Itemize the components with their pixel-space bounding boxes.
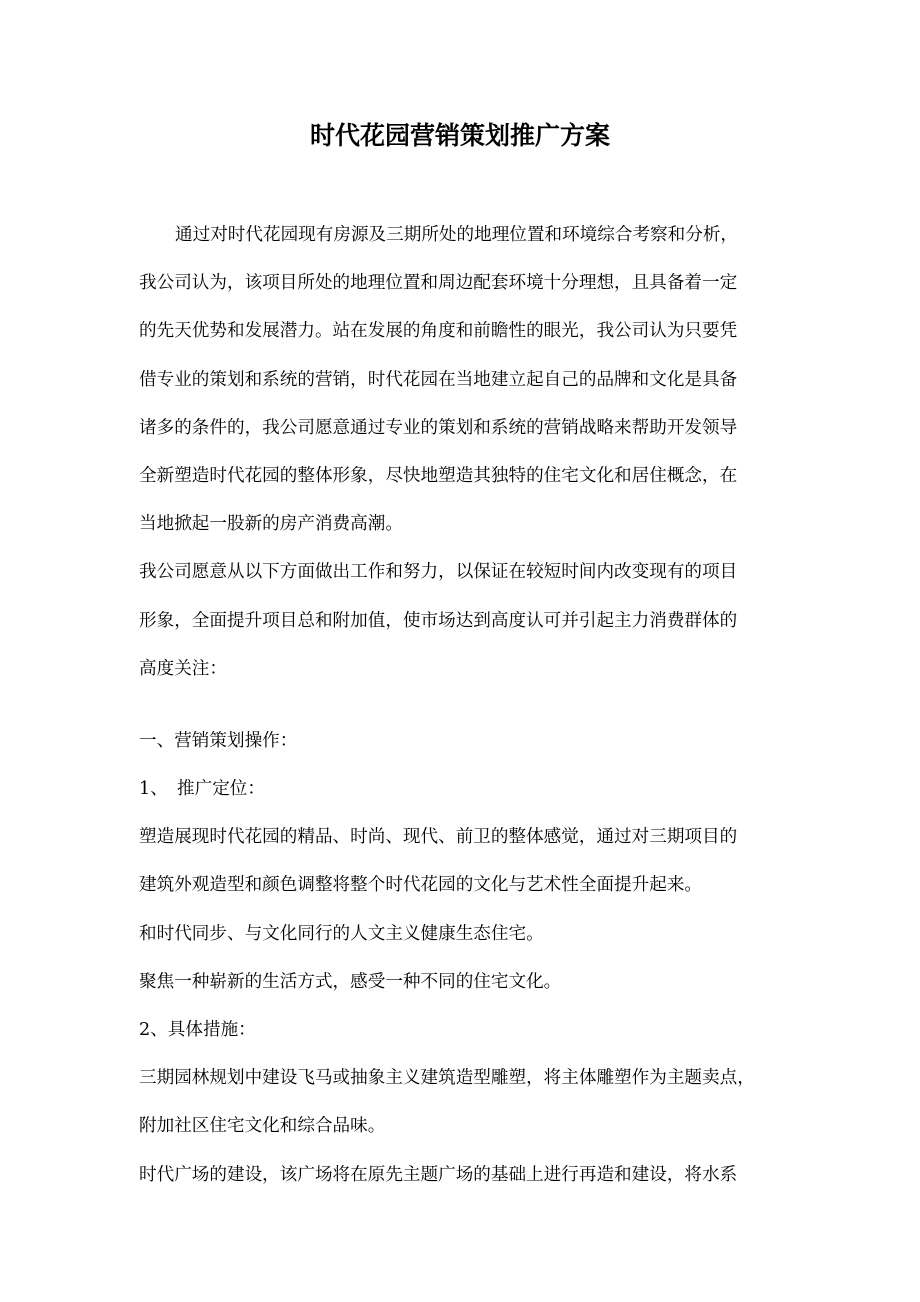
paragraph-line: 我公司认为，该项目所处的地理位置和周边配套环境十分理想，且具备着一定	[139, 273, 738, 294]
section-heading: 一、营销策划操作：	[139, 730, 298, 751]
item-line: 塑造展现时代花园的精品、时尚、现代、前卫的整体感觉，通过对三期项目的	[139, 827, 738, 848]
paragraph-line: 通过对时代花园现有房源及三期所处的地理位置和环境综合考察和分析，	[175, 225, 739, 245]
item-line: 时代广场的建设，该广场将在原先主题广场的基础上进行再造和建设，将水系	[139, 1164, 738, 1185]
paragraph-line: 当地掀起一股新的房产消费高潮。	[139, 514, 403, 535]
paragraph-line: 全新塑造时代花园的整体形象，尽快地塑造其独特的住宅文化和居住概念，在	[139, 465, 738, 486]
paragraph-line: 的先天优势和发展潜力。站在发展的角度和前瞻性的眼光，我公司认为只要凭	[139, 321, 738, 342]
paragraph-spacer	[139, 693, 789, 717]
item-line: 聚焦一种崭新的生活方式，感受一种不同的住宅文化。	[139, 971, 562, 992]
paragraph-line: 诸多的条件的，我公司愿意通过专业的策划和系统的营销战略来帮助开发领导	[139, 417, 738, 438]
item-heading	[139, 765, 789, 813]
paragraph-line: 高度关注：	[139, 658, 227, 679]
paragraph-line: 形象，全面提升项目总和附加值，使市场达到高度认可并引起主力消费群体的	[139, 610, 738, 631]
item-heading: 2、具体措施：	[139, 1020, 256, 1040]
item-line: 三期园林规划中建设飞马或抽象主义建筑造型雕塑，将主体雕塑作为主题卖点，	[139, 1068, 755, 1089]
item-line: 附加社区住宅文化和综合品味。	[139, 1116, 386, 1137]
item-line: 建筑外观造型和颜色调整将整个时代花园的文化与艺术性全面提升起来。	[139, 875, 703, 896]
item-heading-text: 推广定位：	[177, 779, 265, 800]
document-title: 时代花园营销策划推广方案	[309, 121, 610, 150]
document-body	[139, 211, 789, 1199]
paragraph-line: 借专业的策划和系统的营销，时代花园在当地建立起自己的品牌和文化是具备	[139, 369, 738, 390]
item-number: 1、	[139, 779, 168, 800]
paragraph-line: 我公司愿意从以下方面做出工作和努力，以保证在较短时间内改变现有的项目	[139, 562, 738, 583]
item-line: 和时代同步、与文化同行的人文主义健康生态住宅。	[139, 923, 544, 944]
